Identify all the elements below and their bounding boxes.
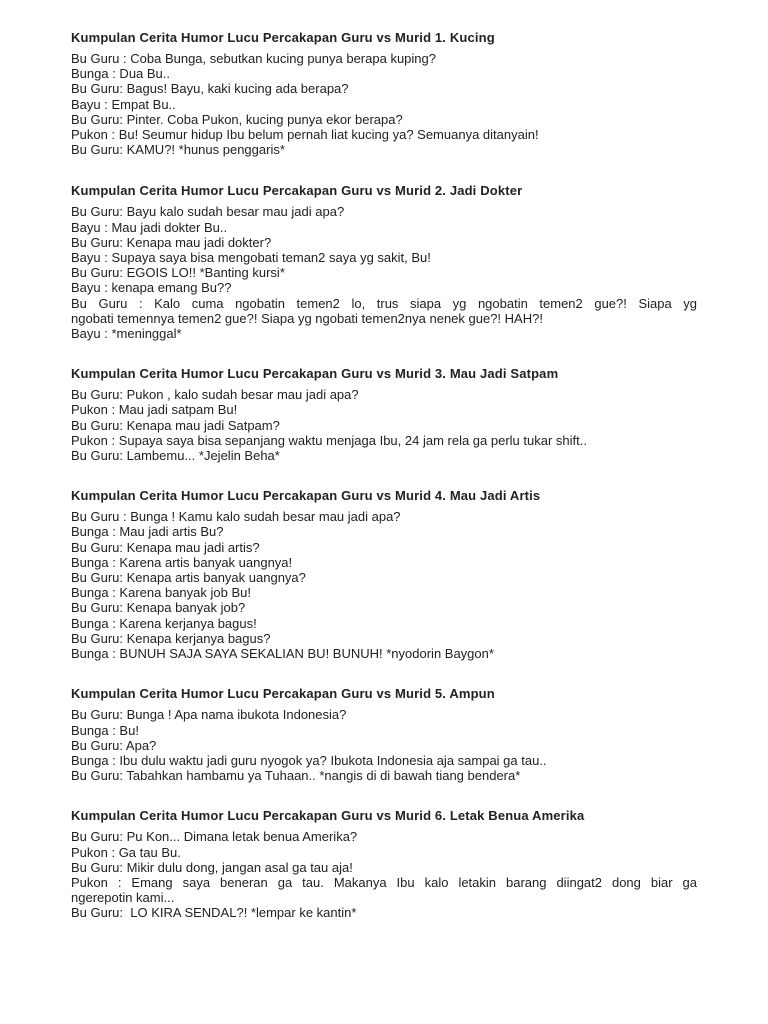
dialogue-line: Bu Guru: Kenapa artis banyak uangnya?	[71, 570, 306, 586]
story-section-6	[71, 807, 697, 920]
story-section-5	[71, 685, 697, 783]
dialogue-line: Pukon : Emang saya beneran ga tau. Makanya Ibu kalo letakin barang diingat2 dong biar ga	[71, 874, 697, 890]
dialogue-line: Bu Guru : Kalo cuma ngobatin temen2 lo, trus siapa yg ngobatin temen2 gue?! Siapa yg	[71, 295, 697, 311]
dialogue-line: Bu Guru: Kenapa kerjanya bagus?	[71, 630, 271, 646]
dialogue-line: Bu Guru: Kenapa mau jadi dokter?	[71, 234, 272, 250]
story-heading: Kumpulan Cerita Humor Lucu Percakapan Guru vs Murid 1. Kucing	[71, 30, 495, 45]
dialogue-line: Pukon : Mau jadi satpam Bu!	[71, 402, 238, 418]
story-dialogue	[71, 509, 697, 661]
dialogue-line: Bayu : *meninggal*	[71, 326, 182, 342]
dialogue-line: Bu Guru: LO KIRA SENDAL?! *lempar ke kantin*	[71, 905, 357, 921]
dialogue-line: Bayu : Supaya saya bisa mengobati teman2 saya yg sakit, Bu!	[71, 250, 431, 266]
dialogue-line: Bayu : Empat Bu..	[71, 96, 176, 112]
story-dialogue	[71, 51, 697, 157]
dialogue-line: Bayu : Mau jadi dokter Bu..	[71, 219, 228, 235]
story-dialogue	[71, 707, 697, 783]
dialogue-line: Bunga : Ibu dulu waktu jadi guru nyogok ya? Ibukota Indonesia aja sampai ga tau..	[71, 752, 547, 768]
story-heading: Kumpulan Cerita Humor Lucu Percakapan Guru vs Murid 3. Mau Jadi Satpam	[71, 366, 559, 382]
dialogue-line: Bu Guru: Pukon , kalo sudah besar mau jadi apa?	[71, 387, 359, 403]
document-page	[71, 29, 697, 945]
dialogue-line: Bu Guru: Pinter. Coba Pukon, kucing punya ekor berapa?	[71, 111, 403, 127]
dialogue-line: Bunga : Karena kerjanya bagus!	[71, 615, 257, 631]
dialogue-line: Bu Guru: Lambemu... *Jejelin Beha*	[71, 448, 280, 464]
story-heading: Kumpulan Cerita Humor Lucu Percakapan Guru vs Murid 5. Ampun	[71, 686, 495, 702]
dialogue-line: Bunga : Dua Bu..	[71, 66, 171, 82]
story-section-2	[71, 182, 697, 341]
dialogue-line: Bu Guru: KAMU?! *hunus penggaris*	[71, 142, 285, 158]
dialogue-line: Bu Guru: Kenapa mau jadi artis?	[71, 539, 260, 555]
dialogue-line: Bu Guru: Bagus! Bayu, kaki kucing ada berapa?	[71, 81, 349, 97]
story-heading: Kumpulan Cerita Humor Lucu Percakapan Guru vs Murid 4. Mau Jadi Artis	[71, 488, 541, 504]
dialogue-line: Pukon : Bu! Seumur hidup Ibu belum pernah liat kucing ya? Semuanya ditanyain!	[71, 127, 539, 143]
story-dialogue	[71, 829, 697, 920]
dialogue-line: Bu Guru: Pu Kon... Dimana letak benua Amerika?	[71, 829, 358, 845]
story-heading: Kumpulan Cerita Humor Lucu Percakapan Guru vs Murid 2. Jadi Dokter	[71, 183, 523, 199]
dialogue-line: Bunga : Bu!	[71, 722, 139, 738]
dialogue-line: Bayu : kenapa emang Bu??	[71, 280, 232, 296]
dialogue-line: Bu Guru: Tabahkan hambamu ya Tuhaan.. *nangis di di bawah tiang bendera*	[71, 768, 521, 784]
dialogue-line: Bu Guru : Bunga ! Kamu kalo sudah besar mau jadi apa?	[71, 509, 401, 525]
dialogue-line: Bu Guru: Apa?	[71, 737, 157, 753]
dialogue-line: Pukon : Ga tau Bu.	[71, 844, 181, 860]
dialogue-line: ngobati temennya temen2 gue?! Siapa yg ngobati temen2nya nenek gue?! HAH?!	[71, 310, 543, 326]
story-section-4	[71, 487, 697, 661]
dialogue-line: Bu Guru : Coba Bunga, sebutkan kucing punya berapa kuping?	[71, 51, 436, 66]
story-section-1	[71, 29, 697, 157]
dialogue-line: Bu Guru: Kenapa banyak job?	[71, 600, 246, 616]
story-heading: Kumpulan Cerita Humor Lucu Percakapan Guru vs Murid 6. Letak Benua Amerika	[71, 808, 585, 824]
story-section-3	[71, 365, 697, 463]
dialogue-line: Bunga : Karena artis banyak uangnya!	[71, 554, 293, 570]
dialogue-line: ngerepotin kami...	[71, 890, 175, 906]
dialogue-line: Bu Guru: Bunga ! Apa nama ibukota Indonesia?	[71, 707, 347, 723]
dialogue-line: Bu Guru: Mikir dulu dong, jangan asal ga tau aja!	[71, 859, 353, 875]
story-dialogue	[71, 204, 697, 341]
dialogue-line: Pukon : Supaya saya bisa sepanjang waktu menjaga Ibu, 24 jam rela ga perlu tukar shift..	[71, 432, 587, 448]
story-dialogue	[71, 387, 697, 463]
dialogue-line: Bunga : Karena banyak job Bu!	[71, 585, 251, 601]
dialogue-line: Bu Guru: Kenapa mau jadi Satpam?	[71, 417, 280, 433]
dialogue-line: Bunga : Mau jadi artis Bu?	[71, 524, 224, 540]
dialogue-line: Bunga : BUNUH SAJA SAYA SEKALIAN BU! BUNUH! *nyodorin Baygon*	[71, 646, 494, 662]
dialogue-line: Bu Guru: Bayu kalo sudah besar mau jadi apa?	[71, 204, 345, 220]
dialogue-line: Bu Guru: EGOIS LO!! *Banting kursi*	[71, 265, 285, 281]
